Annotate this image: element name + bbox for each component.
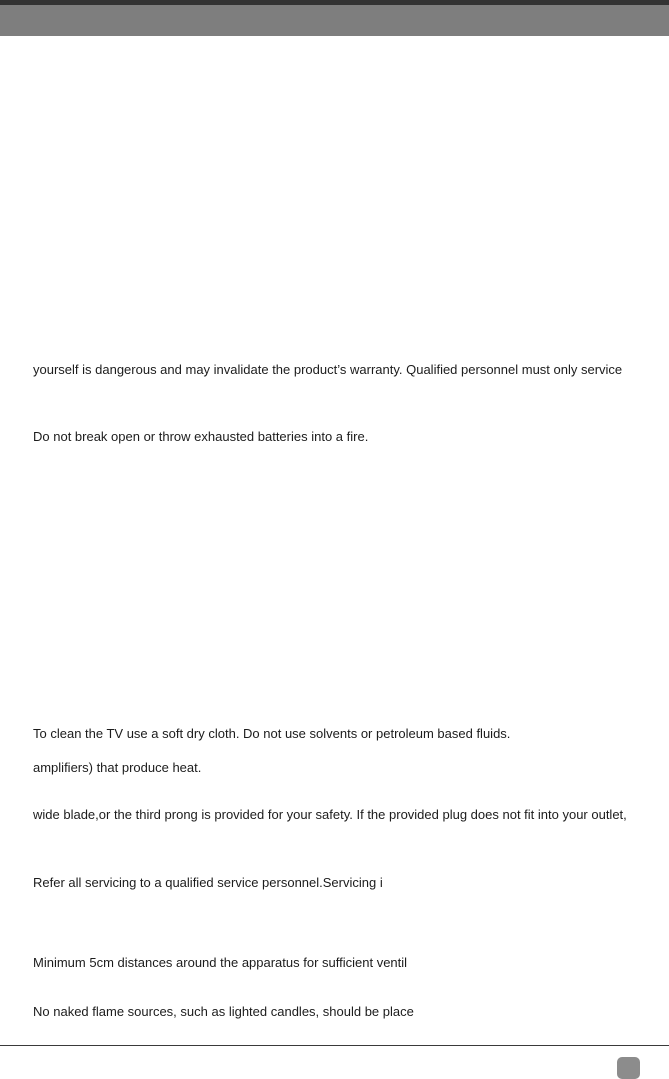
page-number-badge	[617, 1057, 640, 1079]
text-line-cleaning: To clean the TV use a soft dry cloth. Do not use solvents or petroleum based fluids.	[33, 726, 511, 741]
text-line-plug: wide blade,or the third prong is provided for your safety. If the provided plug does not fit into your outlet,	[33, 807, 627, 822]
text-line-flame: No naked flame sources, such as lighted candles, should be place	[33, 1004, 414, 1019]
header-bar	[0, 5, 669, 36]
text-line-batteries: Do not break open or throw exhausted batteries into a fire.	[33, 429, 369, 444]
text-line-amplifiers: amplifiers) that produce heat.	[33, 760, 202, 775]
text-line-servicing: Refer all servicing to a qualified service personnel.Servicing i	[33, 875, 383, 890]
text-line-ventilation: Minimum 5cm distances around the apparatus for sufficient ventil	[33, 955, 408, 970]
footer-divider	[0, 1045, 669, 1046]
text-line-warranty: yourself is dangerous and may invalidate the product’s warranty. Qualified personnel must only service	[33, 362, 623, 377]
